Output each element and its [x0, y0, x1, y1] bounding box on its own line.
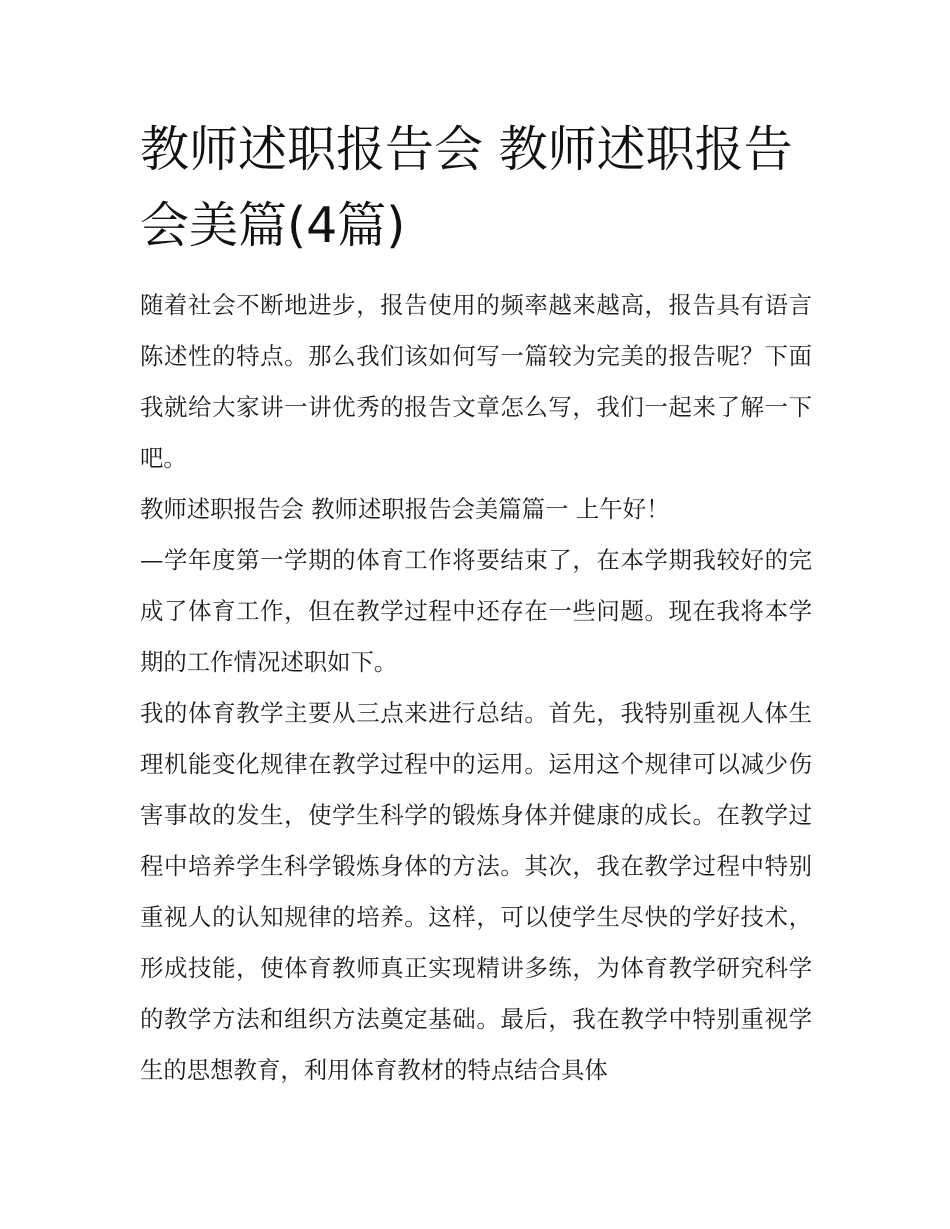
paragraph-semester-summary: —学年度第一学期的体育工作将要结束了，在本学期我较好的完成了体育工作，但在教学过程中还存在一些问题。现在我将本学期的工作情况述职如下。	[140, 546, 812, 676]
document-title: 教师述职报告会 教师述职报告会美篇(4篇)	[140, 121, 793, 254]
paragraph-section-heading: 教师述职报告会 教师述职报告会美篇篇一 上午好！	[140, 495, 670, 523]
paragraph-intro: 随着社会不断地进步，报告使用的频率越来越高，报告具有语言陈述性的特点。那么我们该如何写一篇较为完美的报告呢？下面我就给大家讲一讲优秀的报告文章怎么写，我们一起来了解一下吧。	[140, 291, 812, 472]
paragraph-teaching-summary: 我的体育教学主要从三点来进行总结。首先，我特别重视人体生理机能变化规律在教学过程中的运用。运用这个规律可以减少伤害事故的发生，使学生科学的锻炼身体并健康的成长。在教学过程中培养学生科学锻炼身体的方法。其次，我在教学过程中特别重视人的认知规律的培养。这样，可以使学生尽快的学好技术，形成技能，使体育教师真正实现精讲多练，为体育教学研究科学的教学方法和组织方法奠定基础。最后，我在教学中特别重视学生的思想教育，利用体育教材的特点结合具体	[140, 699, 812, 1084]
document-body	[140, 280, 812, 1096]
